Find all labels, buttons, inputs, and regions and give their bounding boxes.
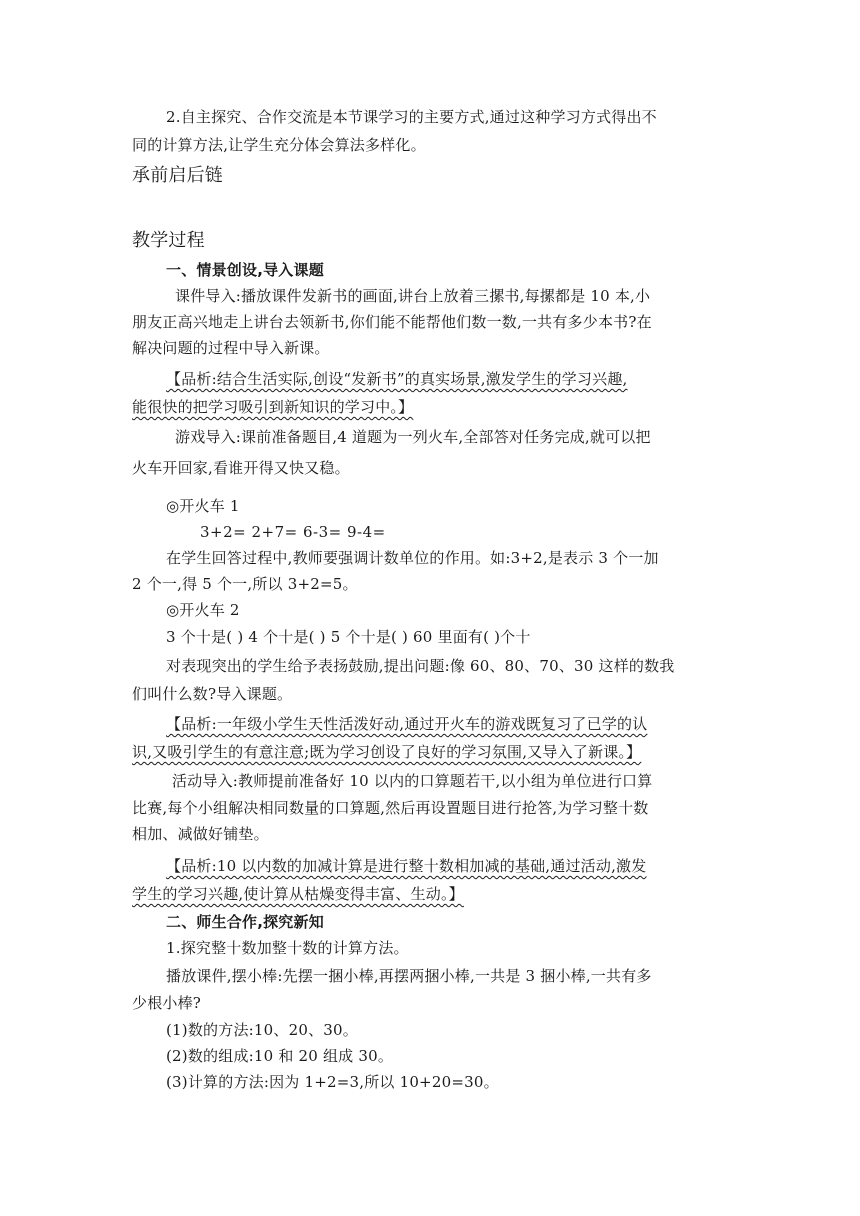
explore-item-1: 1.探究整十数加整十数的计算方法。 [166,939,409,957]
sticks-line-2: 少根小棒? [132,994,202,1012]
train-2-title: ◎开火车 2 [166,601,240,619]
game-intro-line-1: 游戏导入:课前准备题目,4 道题为一列火车,全部答对任务完成,就可以把 [175,428,651,446]
train-1-problems: 3+2= 2+7= 6-3= 9-4= [200,523,386,541]
method-calculation: (3)计算的方法:因为 1+2=3,所以 10+20=30。 [166,1073,499,1091]
heading-teaching-process: 教学过程 [132,230,205,251]
section-2-title: 二、师生合作,探究新知 [166,913,324,931]
activity-intro-line-1: 活动导入:教师提前准备好 10 以内的口算题若干,以小组为单位进行口算 [172,772,653,790]
activity-intro-line-3: 相加、减做好铺垫。 [132,825,269,843]
game-intro-line-2: 火车开回家,看谁开得又快又稳。 [132,459,350,477]
activity-intro-line-2: 比赛,每个小组解决相同数量的口算题,然后再设置题目进行抢答,为学习整十数 [132,799,649,817]
train-1-note-line-2: 2 个一,得 5 个一,所以 3+2=5。 [132,575,358,593]
goal-2-line-1: 2.自主探究、合作交流是本节课学习的主要方式,通过这种学习方式得出不 [166,108,657,126]
train-1-note-line-1: 在学生回答过程中,教师要强调计数单位的作用。如:3+2,是表示 3 个一加 [166,549,659,567]
courseware-intro-line-2: 朋友正高兴地走上讲台去领新书,你们能不能帮他们数一数,一共有多少本书?在 [132,313,652,331]
analysis-3-line-1: 【品析:10 以内数的加减计算是进行整十数相加减的基础,通过活动,激发 [166,857,647,875]
train-2-problems: 3 个十是( ) 4 个十是( ) 5 个十是( ) 60 里面有( )个十 [166,628,531,646]
train-2-note-line-1: 对表现突出的学生给予表扬鼓励,提出问题:像 60、80、70、30 这样的数我 [166,657,675,675]
train-2-note-line-2: 们叫什么数?导入课题。 [132,685,293,703]
section-1-title: 一、情景创设,导入课题 [166,261,324,279]
heading-connection-chain: 承前启后链 [132,165,223,186]
sticks-line-1: 播放课件,摆小棒:先摆一捆小棒,再摆两捆小棒,一共是 3 捆小棒,一共有多 [166,967,652,985]
courseware-intro-line-1: 课件导入:播放课件发新书的画面,讲台上放着三摞书,每摞都是 10 本,小 [175,287,651,305]
train-1-title: ◎开火车 1 [166,497,240,515]
method-counting: (1)数的方法:10、20、30。 [166,1021,358,1039]
analysis-2-line-1: 【品析:一年级小学生天性活泼好动,通过开火车的游戏既复习了已学的认 [166,715,648,733]
analysis-3-line-2: 学生的学习兴趣,使计算从枯燥变得丰富、生动。】 [132,885,464,903]
goal-2-line-2: 同的计算方法,让学生充分体会算法多样化。 [132,136,426,154]
analysis-1-line-1: 【品析:结合生活实际,创设“发新书”的真实场景,激发学生的学习兴趣, [166,370,628,388]
analysis-1-line-2: 能很快的把学习吸引到新知识的学习中。】 [132,398,414,416]
method-composition: (2)数的组成:10 和 20 组成 30。 [166,1047,394,1065]
courseware-intro-line-3: 解决问题的过程中导入新课。 [132,339,330,357]
analysis-2-line-2: 识,又吸引学生的有意注意;既为学习创设了良好的学习氛围,又导入了新课。】 [132,743,642,761]
